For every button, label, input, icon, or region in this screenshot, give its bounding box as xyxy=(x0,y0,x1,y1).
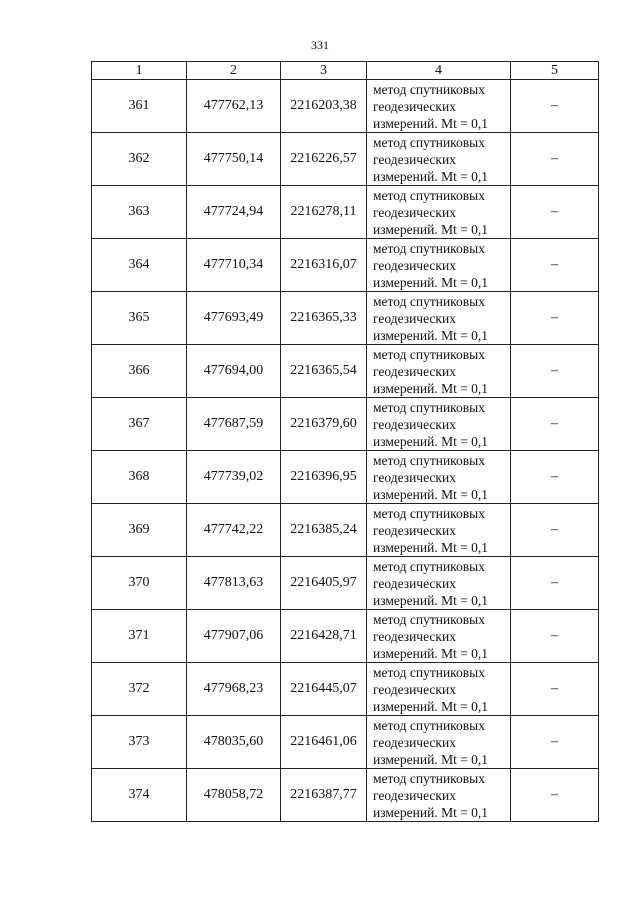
method-line: геодезических xyxy=(373,257,456,273)
table-row xyxy=(92,663,599,716)
point-number-cell: 372 xyxy=(92,663,187,716)
method-line: метод спутниковых xyxy=(373,452,485,468)
y-coordinate-cell: 2216445,07 xyxy=(281,663,367,716)
y-coordinate-cell: 2216316,07 xyxy=(281,239,367,292)
method-line: метод спутниковых xyxy=(373,717,485,733)
x-coordinate-cell: 477687,59 xyxy=(187,398,281,451)
method-cell xyxy=(367,504,511,557)
point-number-cell: 364 xyxy=(92,239,187,292)
point-number-cell: 367 xyxy=(92,398,187,451)
x-coordinate-cell: 477750,14 xyxy=(187,133,281,186)
table-row xyxy=(92,504,599,557)
method-line: геодезических xyxy=(373,575,456,591)
method-line: метод спутниковых xyxy=(373,240,485,256)
method-cell xyxy=(367,80,511,133)
method-cell xyxy=(367,186,511,239)
method-line: метод спутниковых xyxy=(373,346,485,362)
method-line: геодезических xyxy=(373,522,456,538)
x-coordinate-cell: 477694,00 xyxy=(187,345,281,398)
note-cell: – xyxy=(511,133,599,186)
point-number-cell: 361 xyxy=(92,80,187,133)
method-line: метод спутниковых xyxy=(373,558,485,574)
method-line: метод спутниковых xyxy=(373,505,485,521)
header-col-4: 4 xyxy=(367,62,511,80)
note-cell: – xyxy=(511,663,599,716)
table-row xyxy=(92,133,599,186)
method-line: измерений. Mt = 0,1 xyxy=(373,221,489,237)
y-coordinate-cell: 2216379,60 xyxy=(281,398,367,451)
method-line: метод спутниковых xyxy=(373,399,485,415)
method-line: измерений. Mt = 0,1 xyxy=(373,645,489,661)
y-coordinate-cell: 2216461,06 xyxy=(281,716,367,769)
method-line: геодезических xyxy=(373,628,456,644)
method-line: метод спутниковых xyxy=(373,664,485,680)
x-coordinate-cell: 478058,72 xyxy=(187,769,281,822)
method-cell xyxy=(367,663,511,716)
y-coordinate-cell: 2216365,33 xyxy=(281,292,367,345)
method-line: измерений. Mt = 0,1 xyxy=(373,380,489,396)
method-line: метод спутниковых xyxy=(373,293,485,309)
method-line: измерений. Mt = 0,1 xyxy=(373,274,489,290)
page-number: 331 xyxy=(311,38,329,52)
y-coordinate-cell: 2216385,24 xyxy=(281,504,367,557)
method-line: метод спутниковых xyxy=(373,187,485,203)
note-cell: – xyxy=(511,345,599,398)
x-coordinate-cell: 477762,13 xyxy=(187,80,281,133)
y-coordinate-cell: 2216428,71 xyxy=(281,610,367,663)
x-coordinate-cell: 477968,23 xyxy=(187,663,281,716)
table-row xyxy=(92,451,599,504)
method-line: геодезических xyxy=(373,204,456,220)
table-row xyxy=(92,345,599,398)
note-cell: – xyxy=(511,769,599,822)
table-row xyxy=(92,557,599,610)
note-cell: – xyxy=(511,186,599,239)
x-coordinate-cell: 477907,06 xyxy=(187,610,281,663)
header-col-5: 5 xyxy=(511,62,599,80)
point-number-cell: 366 xyxy=(92,345,187,398)
method-cell xyxy=(367,769,511,822)
point-number-cell: 363 xyxy=(92,186,187,239)
x-coordinate-cell: 477813,63 xyxy=(187,557,281,610)
method-line: измерений. Mt = 0,1 xyxy=(373,433,489,449)
x-coordinate-cell: 477724,94 xyxy=(187,186,281,239)
method-cell xyxy=(367,610,511,663)
method-line: метод спутниковых xyxy=(373,81,485,97)
method-cell xyxy=(367,239,511,292)
method-line: измерений. Mt = 0,1 xyxy=(373,486,489,502)
table-row xyxy=(92,610,599,663)
table-row xyxy=(92,292,599,345)
table-row xyxy=(92,398,599,451)
y-coordinate-cell: 2216365,54 xyxy=(281,345,367,398)
point-number-cell: 374 xyxy=(92,769,187,822)
coordinates-table xyxy=(91,61,599,822)
y-coordinate-cell: 2216396,95 xyxy=(281,451,367,504)
method-line: геодезических xyxy=(373,734,456,750)
method-cell xyxy=(367,557,511,610)
method-line: геодезических xyxy=(373,416,456,432)
y-coordinate-cell: 2216203,38 xyxy=(281,80,367,133)
x-coordinate-cell: 477710,34 xyxy=(187,239,281,292)
method-line: геодезических xyxy=(373,98,456,114)
method-line: измерений. Mt = 0,1 xyxy=(373,804,489,820)
point-number-cell: 365 xyxy=(92,292,187,345)
note-cell: – xyxy=(511,557,599,610)
method-line: измерений. Mt = 0,1 xyxy=(373,327,489,343)
x-coordinate-cell: 477739,02 xyxy=(187,451,281,504)
method-cell xyxy=(367,451,511,504)
method-line: геодезических xyxy=(373,787,456,803)
note-cell: – xyxy=(511,398,599,451)
header-row xyxy=(92,62,599,80)
method-cell xyxy=(367,716,511,769)
method-line: геодезических xyxy=(373,469,456,485)
x-coordinate-cell: 477742,22 xyxy=(187,504,281,557)
method-line: метод спутниковых xyxy=(373,770,485,786)
point-number-cell: 369 xyxy=(92,504,187,557)
method-line: измерений. Mt = 0,1 xyxy=(373,698,489,714)
method-cell xyxy=(367,398,511,451)
point-number-cell: 371 xyxy=(92,610,187,663)
method-cell xyxy=(367,345,511,398)
y-coordinate-cell: 2216278,11 xyxy=(281,186,367,239)
note-cell: – xyxy=(511,451,599,504)
method-line: измерений. Mt = 0,1 xyxy=(373,592,489,608)
note-cell: – xyxy=(511,239,599,292)
method-line: геодезических xyxy=(373,681,456,697)
method-line: метод спутниковых xyxy=(373,134,485,150)
method-line: геодезических xyxy=(373,310,456,326)
note-cell: – xyxy=(511,610,599,663)
method-line: измерений. Mt = 0,1 xyxy=(373,168,489,184)
point-number-cell: 368 xyxy=(92,451,187,504)
header-col-1: 1 xyxy=(92,62,187,80)
x-coordinate-cell: 478035,60 xyxy=(187,716,281,769)
note-cell: – xyxy=(511,80,599,133)
header-col-2: 2 xyxy=(187,62,281,80)
method-line: геодезических xyxy=(373,151,456,167)
x-coordinate-cell: 477693,49 xyxy=(187,292,281,345)
note-cell: – xyxy=(511,292,599,345)
y-coordinate-cell: 2216405,97 xyxy=(281,557,367,610)
note-cell: – xyxy=(511,716,599,769)
table-row xyxy=(92,239,599,292)
point-number-cell: 373 xyxy=(92,716,187,769)
note-cell: – xyxy=(511,504,599,557)
y-coordinate-cell: 2216226,57 xyxy=(281,133,367,186)
point-number-cell: 370 xyxy=(92,557,187,610)
table-row xyxy=(92,80,599,133)
table-row xyxy=(92,716,599,769)
method-line: метод спутниковых xyxy=(373,611,485,627)
table-row xyxy=(92,186,599,239)
table-body xyxy=(92,80,599,822)
method-cell xyxy=(367,292,511,345)
method-line: измерений. Mt = 0,1 xyxy=(373,751,489,767)
method-cell xyxy=(367,133,511,186)
table-header xyxy=(92,62,599,80)
method-line: измерений. Mt = 0,1 xyxy=(373,115,489,131)
header-col-3: 3 xyxy=(281,62,367,80)
y-coordinate-cell: 2216387,77 xyxy=(281,769,367,822)
method-line: геодезических xyxy=(373,363,456,379)
table-row xyxy=(92,769,599,822)
point-number-cell: 362 xyxy=(92,133,187,186)
method-line: измерений. Mt = 0,1 xyxy=(373,539,489,555)
